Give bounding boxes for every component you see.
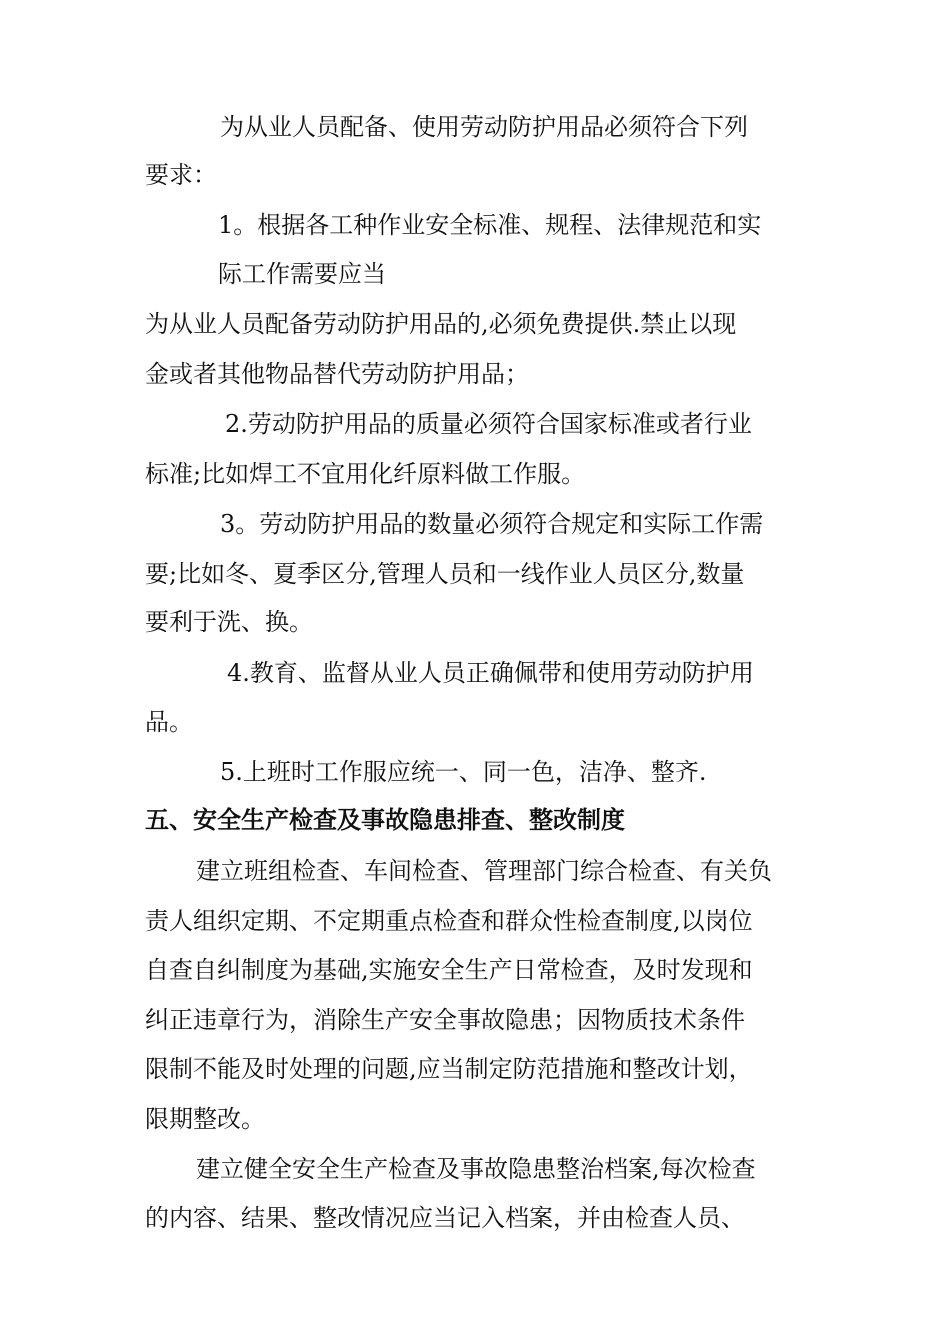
text-line-19: 纠正违章行为，消除生产安全事故隐患；因物质技术条件 (145, 1006, 745, 1034)
text-line-11: 要利于洗、换。 (145, 608, 313, 636)
text-line-13: 品。 (145, 708, 193, 736)
text-line-23: 的内容、结果、整改情况应当记入档案，并由检查人员、 (145, 1204, 745, 1232)
text-line-9: 3。劳动防护用品的数量必须符合规定和实际工作需 (220, 510, 764, 538)
text-line-8: 标准;比如焊工不宜用化纤原料做工作服。 (145, 460, 586, 488)
text-line-21: 限期整改。 (145, 1105, 265, 1133)
text-line-17: 责人组织定期、不定期重点检查和群众性检查制度,以岗位 (145, 907, 753, 935)
text-line-1: 为从业人员配备、使用劳动防护用品必须符合下列 (220, 113, 748, 141)
text-line-2: 要求： (145, 161, 217, 189)
text-line-14: 5.上班时工作服应统一、同一色，洁净、整齐. (220, 758, 707, 786)
text-line-7: 2.劳动防护用品的质量必须符合国家标准或者行业 (225, 410, 752, 438)
text-line-18: 自查自纠制度为基础,实施安全生产日常检查，及时发现和 (145, 956, 753, 984)
text-line-6: 金或者其他物品替代劳动防护用品； (145, 360, 529, 388)
text-line-12: 4.教育、监督从业人员正确佩带和使用劳动防护用 (227, 659, 754, 687)
text-line-4: 际工作需要应当 (218, 260, 386, 288)
text-line-16: 建立班组检查、车间检查、管理部门综合检查、有关负 (196, 857, 772, 885)
text-line-20: 限制不能及时处理的问题,应当制定防范措施和整改计划， (145, 1055, 753, 1083)
section-heading: 五、安全生产检查及事故隐患排查、整改制度 (145, 806, 625, 834)
text-line-3: 1。根据各工种作业安全标准、规程、法律规范和实 (218, 211, 762, 239)
text-line-22: 建立健全安全生产检查及事故隐患整治档案,每次检查 (196, 1155, 756, 1183)
text-line-10: 要;比如冬、夏季区分,管理人员和一线作业人员区分,数量 (145, 560, 745, 588)
text-line-5: 为从业人员配备劳动防护用品的,必须免费提供.禁止以现 (145, 310, 737, 338)
